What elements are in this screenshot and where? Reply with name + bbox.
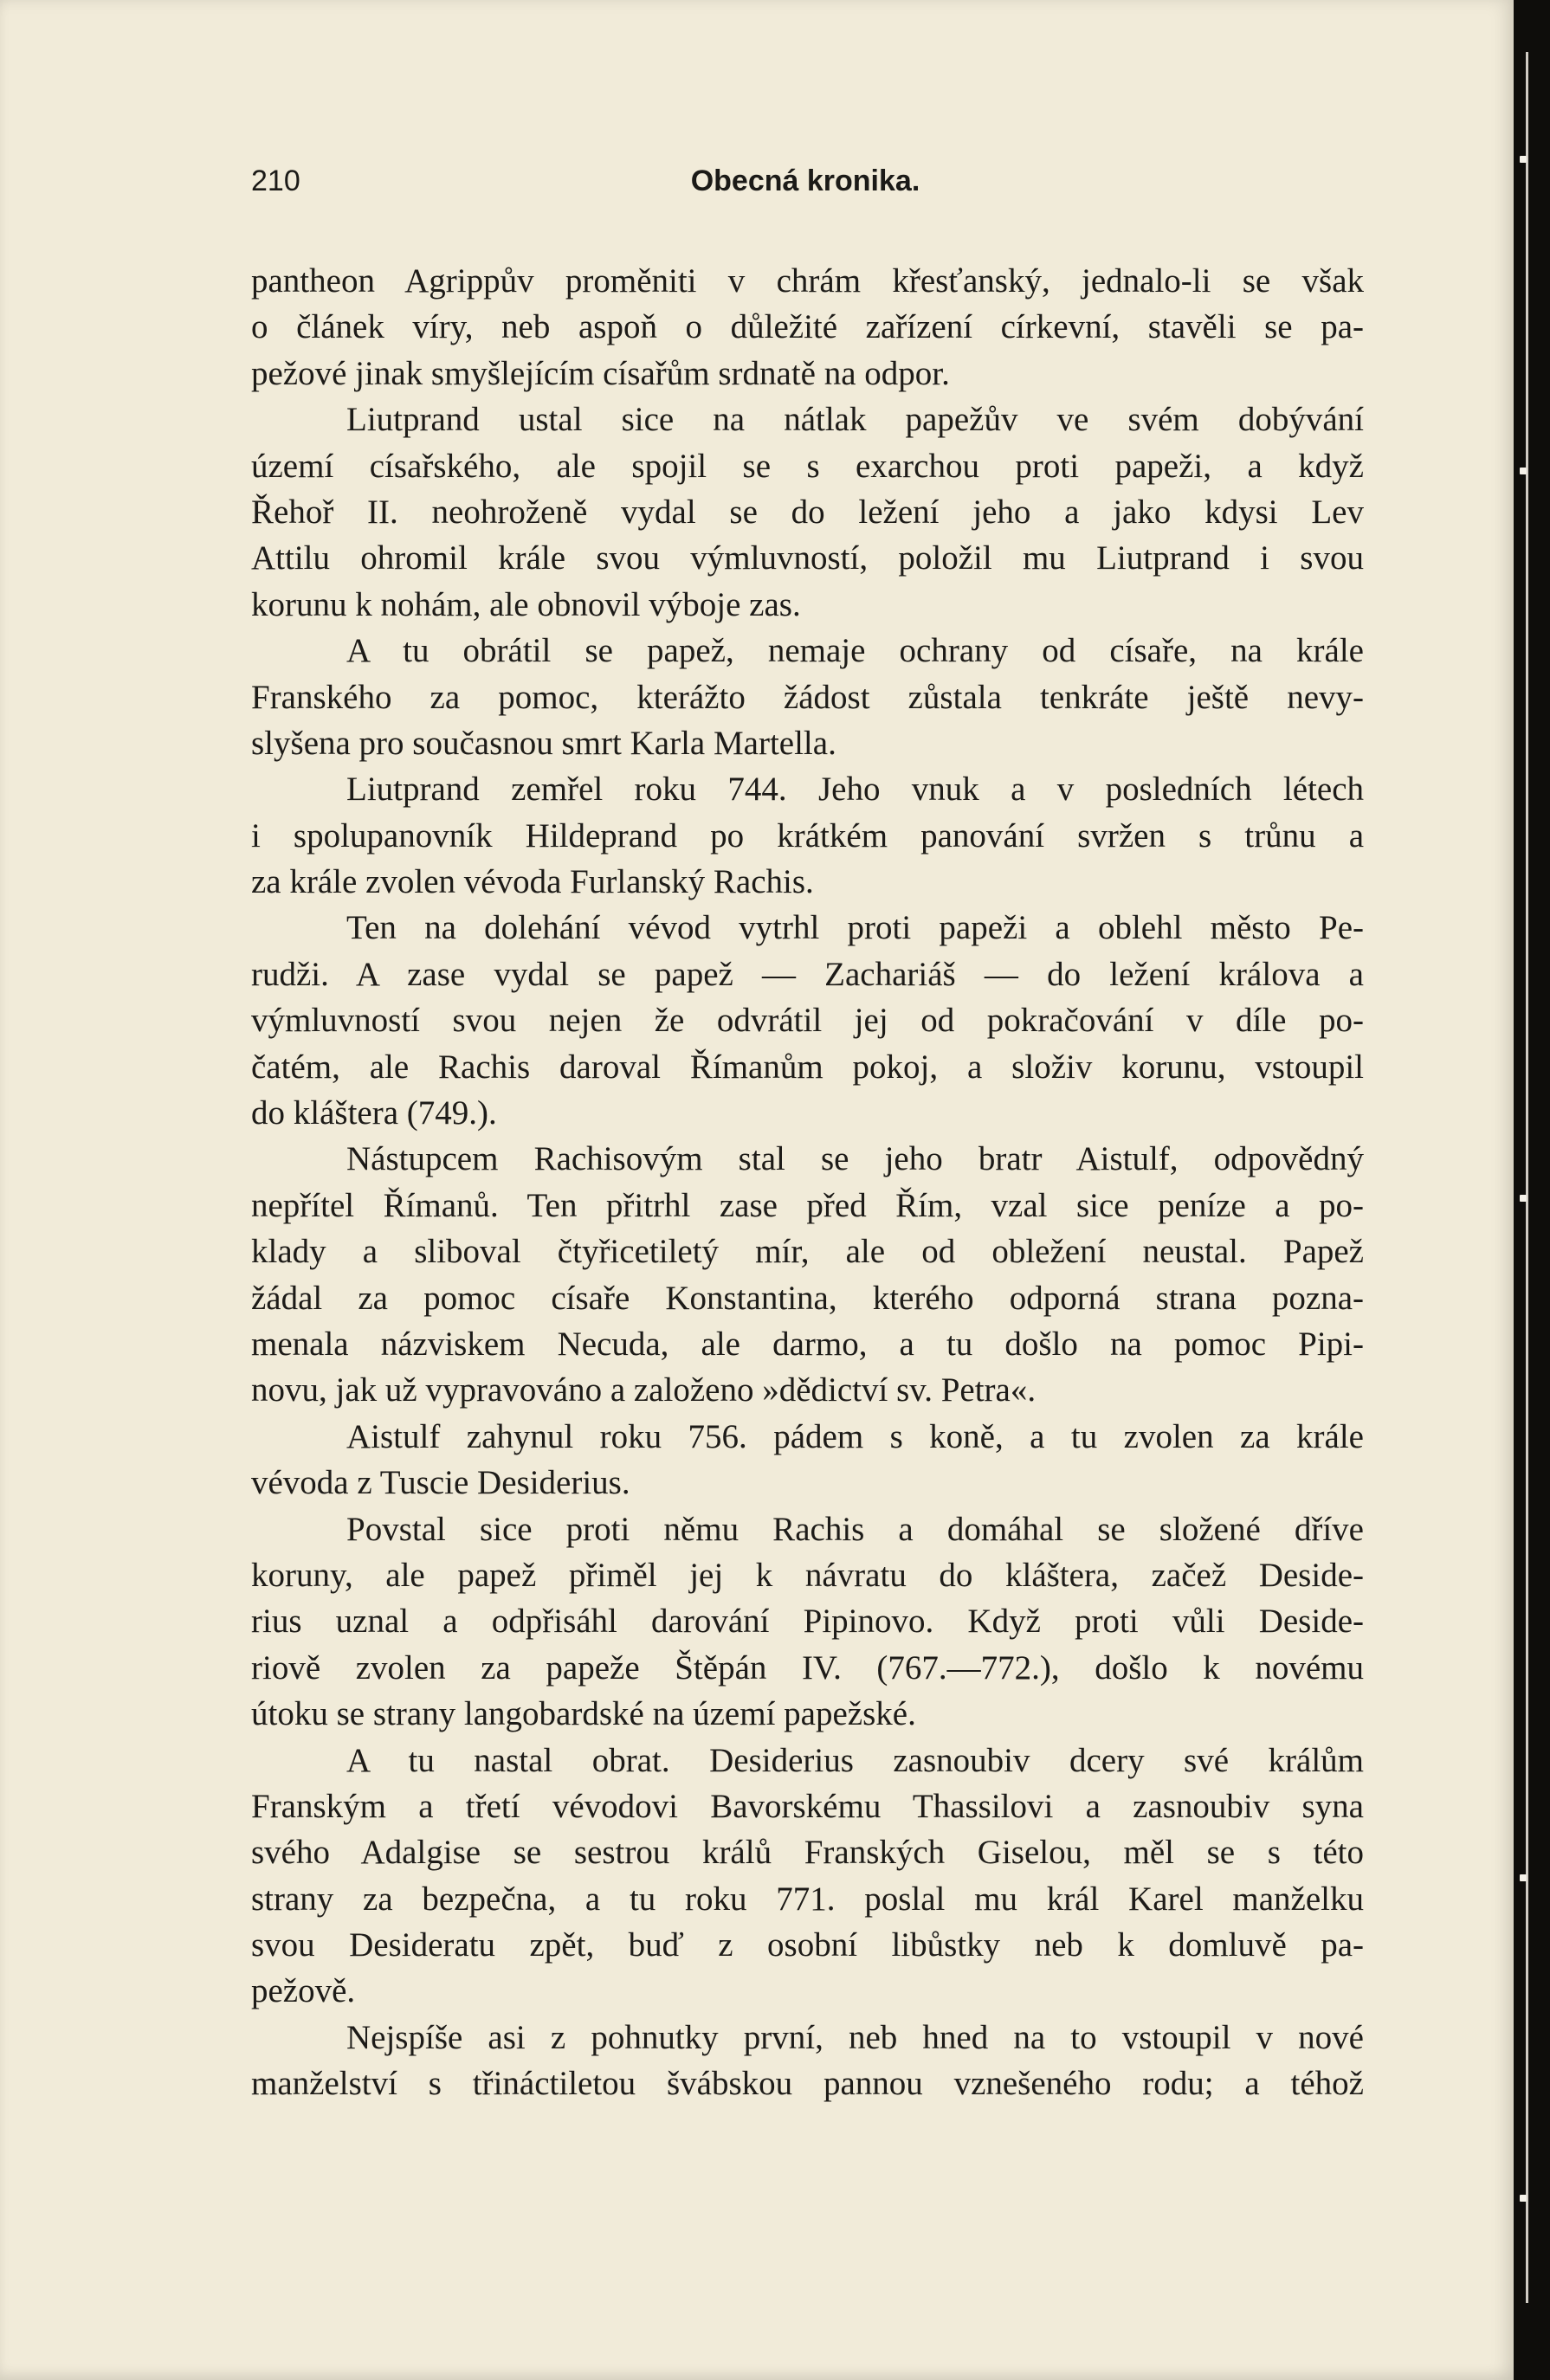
text-line: Aistulf zahynul roku 756. pádem s koně, a tu zvolen za krále: [346, 1417, 1364, 1455]
binding-mark: [1520, 1195, 1527, 1202]
text-line: i spolupanovník Hildeprand po krátkém panování svržen s trůnu a: [251, 816, 1364, 855]
text-line: pežové jinak smyšlejícím císařům srdnatě na odpor.: [251, 354, 950, 392]
binding-mark: [1520, 156, 1527, 163]
text-line: svého Adalgise se sestrou králů Franských Giselou, měl se s této: [251, 1834, 1364, 1872]
text-line: menala názviskem Necuda, ale darmo, a tu došlo na pomoc Pipi-: [251, 1325, 1364, 1363]
text-line: do kláštera (749.).: [251, 1094, 497, 1132]
text-line: korunu k nohám, ale obnovil výboje zas.: [251, 585, 801, 623]
text-line: Franským a třetí vévodovi Bavorskému Thassilovi a zasnoubiv syna: [251, 1787, 1364, 1825]
text-line: výmluvností svou nejen že odvrátil jej od pokračování v díle po-: [251, 1002, 1364, 1040]
running-title: Obecná kronika.: [690, 164, 920, 197]
text-line: o článek víry, neb aspoň o důležité zařízení církevní, stavěli se pa-: [251, 308, 1364, 346]
text-line: rius uznal a odpřisáhl darování Pipinovo. Když proti vůli Deside-: [251, 1603, 1364, 1641]
text-line: Nejspíše asi z pohnutky první, neb hned na to vstoupil v nové: [346, 2018, 1364, 2056]
text-line: slyšena pro současnou smrt Karla Martella.: [251, 724, 836, 762]
text-line: Ten na dolehání vévod vytrhl proti papeži a oblehl město Pe-: [346, 909, 1364, 947]
binding-mark: [1520, 2195, 1527, 2202]
text-line: Franského za pomoc, kterážto žádost zůstala tenkráte ještě nevy-: [251, 678, 1364, 716]
text-line: Povstal sice proti němu Rachis a domáhal se složené dříve: [346, 1510, 1364, 1548]
text-line: pantheon Agrippův proměniti v chrám křesťanský, jednalo-li se však: [251, 262, 1364, 300]
text-line: Liutprand zemřel roku 744. Jeho vnuk a v posledních létech: [346, 771, 1364, 809]
text-line: Liutprand ustal sice na nátlak papežův ve svém dobývání: [346, 401, 1364, 439]
text-line: Nástupcem Rachisovým stal se jeho bratr Aistulf, odpovědný: [346, 1140, 1364, 1178]
text-line: útoku se strany langobardské na území papežské.: [251, 1695, 916, 1733]
text-line: Řehoř II. neohroženě vydal se do ležení jeho a jako kdysi Lev: [251, 493, 1364, 531]
text-line: území císařského, ale spojil se s exarchou proti papeži, a když: [251, 447, 1364, 485]
text-line: za krále zvolen vévoda Furlanský Rachis.: [251, 863, 814, 901]
text-line: nepřítel Římanů. Ten přitrhl zase před Řím, vzal sice peníze a po-: [251, 1186, 1364, 1224]
text-line: čatém, ale Rachis daroval Římanům pokoj, a složiv korunu, vstoupil: [251, 1048, 1364, 1086]
text-line: klady a sliboval čtyřicetiletý mír, ale od obležení neustal. Papež: [251, 1233, 1364, 1271]
text-line: pežově.: [251, 1972, 356, 2010]
page-header: [251, 164, 1359, 213]
text-line: manželství s třináctiletou švábskou pannou vznešeného rodu; a téhož: [251, 2065, 1364, 2103]
text-line: Attilu ohromil krále svou výmluvností, položil mu Liutprand i svou: [251, 539, 1364, 577]
text-line: koruny, ale papež přiměl jej k návratu do kláštera, začež Deside-: [251, 1556, 1364, 1594]
binding-edge: [1526, 52, 1528, 2303]
page-number: 210: [251, 164, 300, 197]
text-line: strany za bezpečna, a tu roku 771. poslal mu král Karel manželku: [251, 1880, 1364, 1918]
text-line: rudži. A zase vydal se papež — Zachariáš — do ležení králova a: [251, 955, 1364, 993]
text-line: vévoda z Tuscie Desiderius.: [251, 1464, 630, 1502]
binding-mark: [1520, 1874, 1527, 1881]
text-line: A tu nastal obrat. Desiderius zasnoubiv dcery své králům: [346, 1741, 1364, 1779]
body-text: [251, 258, 1364, 2107]
text-line: novu, jak už vypravováno a založeno »dědictví sv. Petra«.: [251, 1371, 1037, 1409]
text-line: riově zvolen za papeže Štěpán IV. (767.—772.), došlo k novému: [251, 1648, 1364, 1687]
text-line: svou Desideratu zpět, buď z osobní libůstky neb k domluvě pa-: [251, 1926, 1364, 1964]
text-line: žádal za pomoc císaře Konstantina, kterého odporná strana pozna-: [251, 1279, 1364, 1317]
binding-mark: [1520, 468, 1527, 474]
text-line: A tu obrátil se papež, nemaje ochrany od císaře, na krále: [346, 632, 1364, 670]
